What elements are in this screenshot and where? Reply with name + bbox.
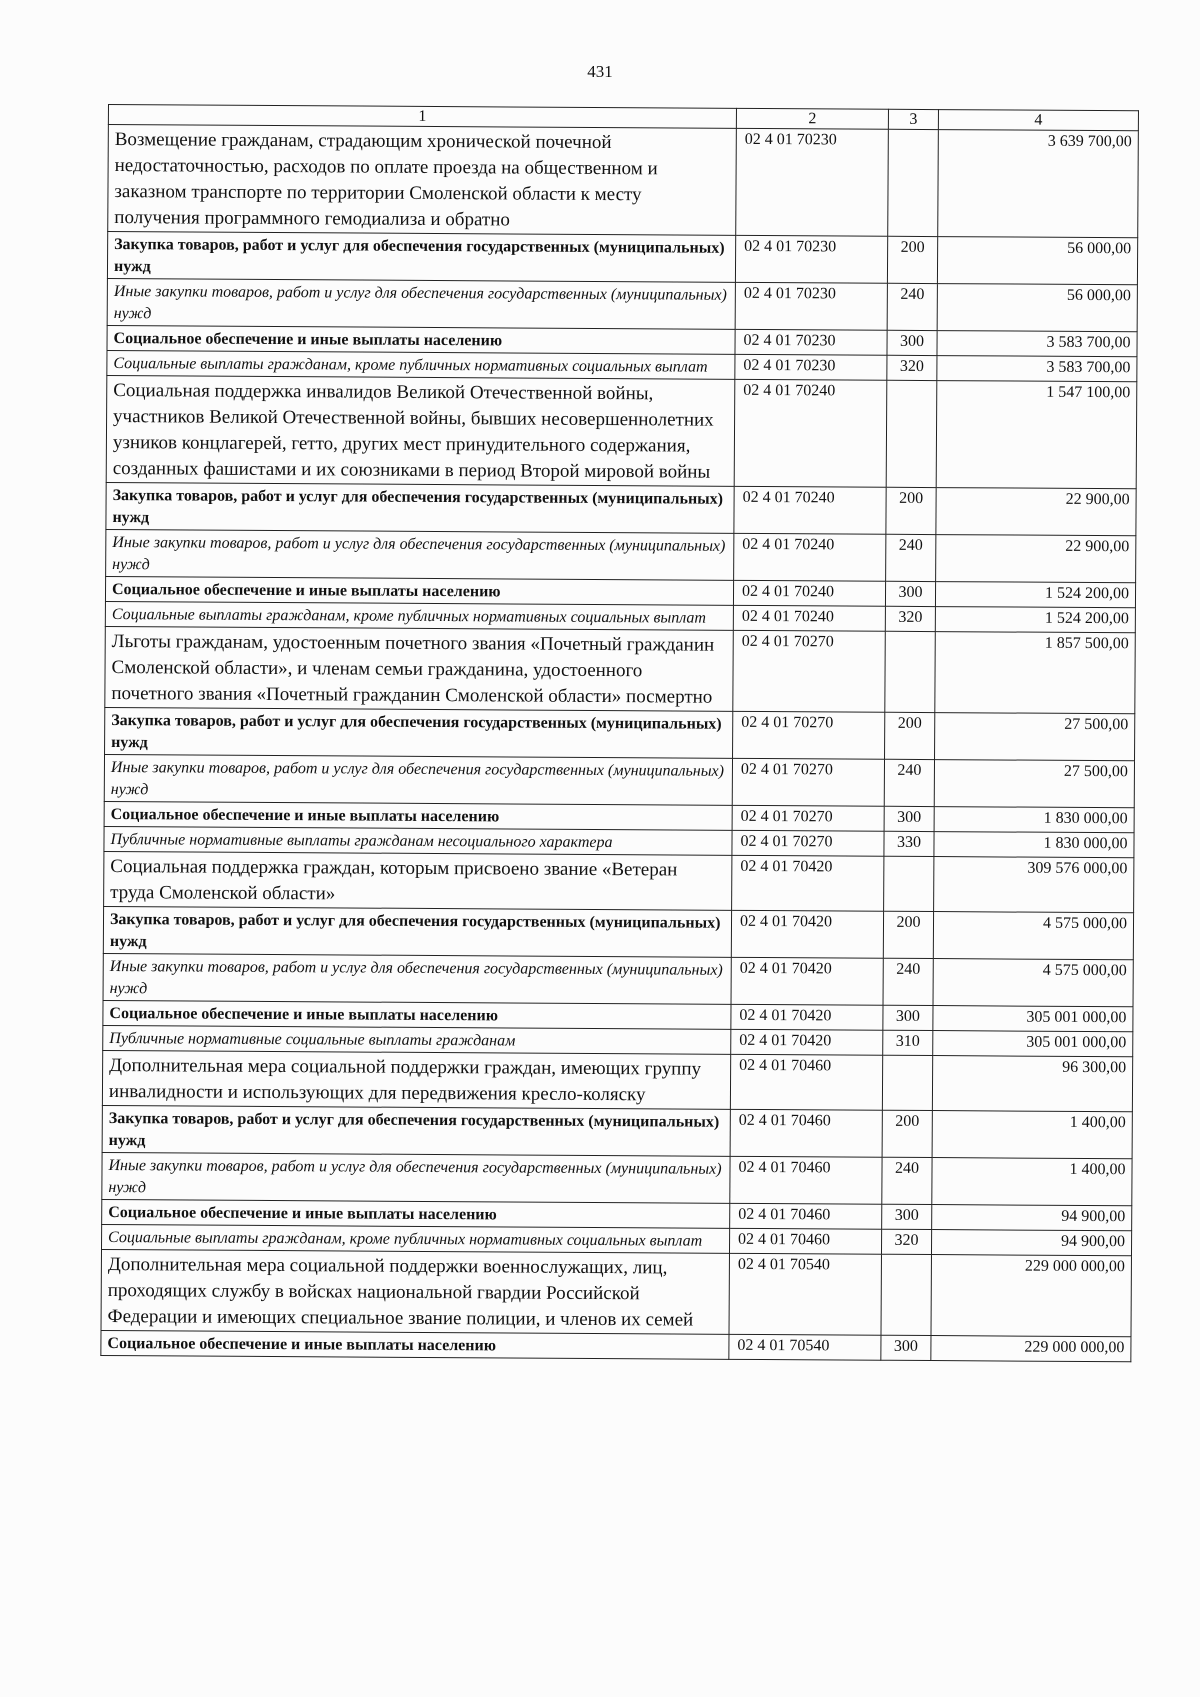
- row-expense-type: [882, 1055, 932, 1110]
- row-amount: 96 300,00: [932, 1056, 1132, 1112]
- row-code: 02 4 01 70540: [729, 1253, 881, 1335]
- row-name: Социальная поддержка граждан, которым присвоено звание «Ветеран труда Смоленской области»: [104, 851, 732, 910]
- header-col-2: 2: [736, 108, 888, 129]
- row-expense-type: 200: [887, 236, 937, 283]
- row-amount: 4 575 000,00: [933, 912, 1133, 960]
- page-number: 431: [587, 62, 613, 81]
- row-name: Социальное обеспечение и иные выплаты населению: [104, 801, 732, 830]
- row-amount: 305 001 000,00: [933, 1031, 1133, 1057]
- row-code: 02 4 01 70230: [735, 329, 887, 355]
- budget-table-frame: [100, 104, 1138, 1362]
- row-expense-type: 320: [887, 355, 937, 380]
- row-expense-type: 300: [884, 806, 934, 831]
- header-col-4: 4: [938, 110, 1138, 131]
- row-amount: 229 000 000,00: [931, 1336, 1131, 1362]
- row-name: Социальные выплаты гражданам, кроме публичных нормативных социальных выплат: [107, 350, 735, 379]
- row-name: Возмещение гражданам, страдающим хронической почечной недостаточностью, расходов по оплате проезда на общественном и заказном транспорте по территории Смоленской области к месту получения программного гемодиализа и обратно: [108, 125, 737, 236]
- row-code: 02 4 01 70230: [735, 282, 887, 330]
- row-expense-type: 240: [884, 759, 934, 806]
- row-name: Социальное обеспечение и иные выплаты населению: [102, 1199, 730, 1228]
- row-name: Социальное обеспечение и иные выплаты населению: [101, 1330, 729, 1359]
- table-row: [106, 482, 1136, 535]
- row-name: Закупка товаров, работ и услуг для обеспечения государственных (муниципальных) нужд: [103, 906, 731, 957]
- row-name: Социальное обеспечение и иные выплаты населению: [103, 1000, 731, 1029]
- header-col-1: 1: [108, 105, 736, 129]
- row-amount: 3 639 700,00: [938, 130, 1139, 238]
- row-code: 02 4 01 70270: [733, 711, 885, 759]
- row-amount: 229 000 000,00: [931, 1255, 1131, 1337]
- row-amount: 1 830 000,00: [934, 832, 1134, 858]
- row-name: Социальное обеспечение и иные выплаты населению: [107, 325, 735, 354]
- row-amount: 1 857 500,00: [935, 632, 1135, 714]
- row-amount: 3 583 700,00: [937, 331, 1137, 357]
- row-expense-type: 240: [883, 958, 933, 1005]
- row-amount: 22 900,00: [936, 488, 1136, 536]
- row-name: Иные закупки товаров, работ и услуг для обеспечения государственных (муниципальных) нужд: [102, 1152, 730, 1203]
- table-row: [106, 529, 1136, 582]
- row-code: 02 4 01 70270: [733, 630, 885, 712]
- row-name: Социальное обеспечение и иные выплаты населению: [105, 576, 733, 605]
- row-expense-type: 300: [887, 330, 937, 355]
- row-amount: 27 500,00: [934, 760, 1134, 808]
- row-amount: 4 575 000,00: [933, 959, 1133, 1007]
- row-name: Дополнительная мера социальной поддержки граждан, имеющих группу инвалидности и использующих для передвижения кресло-коляску: [102, 1050, 730, 1109]
- table-row: [102, 1105, 1132, 1158]
- row-expense-type: 310: [883, 1030, 933, 1055]
- table-row: [104, 754, 1134, 807]
- row-code: 02 4 01 70460: [729, 1228, 881, 1254]
- row-expense-type: 320: [885, 606, 935, 631]
- row-code: 02 4 01 70240: [734, 379, 887, 487]
- table-row: [101, 1249, 1131, 1336]
- row-amount: 94 900,00: [932, 1205, 1132, 1231]
- row-expense-type: 200: [885, 712, 935, 759]
- row-code: 02 4 01 70270: [732, 830, 884, 856]
- row-amount: 1 547 100,00: [936, 381, 1137, 489]
- row-code: 02 4 01 70460: [730, 1203, 882, 1229]
- table-row: [106, 375, 1137, 488]
- row-name: Иные закупки товаров, работ и услуг для обеспечения государственных (муниципальных) нужд: [104, 754, 732, 805]
- row-expense-type: 200: [883, 911, 933, 958]
- row-name: Закупка товаров, работ и услуг для обеспечения государственных (муниципальных) нужд: [102, 1105, 730, 1156]
- row-code: 02 4 01 70540: [729, 1334, 881, 1360]
- row-amount: 22 900,00: [936, 535, 1136, 583]
- row-amount: 1 830 000,00: [934, 807, 1134, 833]
- row-name: Публичные нормативные социальные выплаты гражданам: [103, 1025, 731, 1054]
- table-row: [102, 1152, 1132, 1205]
- table-row: [101, 1330, 1131, 1361]
- row-expense-type: 300: [885, 581, 935, 606]
- row-expense-type: [885, 631, 935, 712]
- row-name: Закупка товаров, работ и услуг для обеспечения государственных (муниципальных) нужд: [107, 232, 735, 283]
- row-expense-type: 320: [881, 1229, 931, 1254]
- row-amount: 3 583 700,00: [937, 356, 1137, 382]
- row-expense-type: 200: [886, 487, 936, 534]
- row-name: Социальные выплаты гражданам, кроме публичных нормативных социальных выплат: [105, 601, 733, 630]
- table-row: [103, 906, 1133, 959]
- row-code: 02 4 01 70460: [730, 1054, 882, 1110]
- row-amount: 56 000,00: [937, 284, 1137, 332]
- row-expense-type: 300: [882, 1204, 932, 1229]
- row-amount: 309 576 000,00: [934, 857, 1134, 913]
- table-row: [107, 278, 1137, 331]
- header-col-3: 3: [888, 109, 938, 129]
- row-amount: 1 524 200,00: [935, 582, 1135, 608]
- row-amount: 94 900,00: [931, 1230, 1131, 1256]
- row-code: 02 4 01 70240: [734, 533, 886, 581]
- row-name: Закупка товаров, работ и услуг для обеспечения государственных (муниципальных) нужд: [105, 707, 733, 758]
- row-code: 02 4 01 70420: [732, 855, 884, 911]
- table-row: [108, 125, 1139, 238]
- row-expense-type: 300: [883, 1005, 933, 1030]
- row-name: Иные закупки товаров, работ и услуг для обеспечения государственных (муниципальных) нужд: [107, 278, 735, 329]
- row-name: Закупка товаров, работ и услуг для обеспечения государственных (муниципальных) нужд: [106, 482, 734, 533]
- table-row: [102, 1050, 1132, 1111]
- row-expense-type: [888, 129, 939, 236]
- row-expense-type: [881, 1254, 931, 1335]
- row-code: 02 4 01 70240: [733, 605, 885, 631]
- row-code: 02 4 01 70230: [735, 235, 887, 283]
- row-amount: 27 500,00: [935, 713, 1135, 761]
- row-name: Иные закупки товаров, работ и услуг для обеспечения государственных (муниципальных) нужд: [106, 529, 734, 580]
- row-name: Социальная поддержка инвалидов Великой Отечественной войны, участников Великой Отечественной войны, бывших несовершеннолетних узников концлагерей, гетто, других мест принудительного содержания, созданных фашистами и их союзниками в период Второй мировой войны: [106, 375, 735, 486]
- table-row: [103, 953, 1133, 1006]
- row-name: Публичные нормативные выплаты гражданам несоциального характера: [104, 826, 732, 855]
- row-amount: 1 400,00: [932, 1111, 1132, 1159]
- table-row: [107, 232, 1137, 285]
- row-expense-type: 300: [881, 1335, 931, 1360]
- row-expense-type: 240: [882, 1157, 932, 1204]
- row-code: 02 4 01 70230: [735, 354, 887, 380]
- row-code: 02 4 01 70420: [731, 1029, 883, 1055]
- row-code: 02 4 01 70460: [730, 1109, 882, 1157]
- row-expense-type: 200: [882, 1110, 932, 1157]
- row-name: Дополнительная мера социальной поддержки военнослужащих, лиц, проходящих службу в войсках национальной гвардии Российской Федерации и имеющих специальное звание полиции, и членов их семей: [101, 1249, 729, 1334]
- table-body: [101, 125, 1139, 1362]
- row-expense-type: [884, 856, 934, 911]
- row-code: 02 4 01 70240: [734, 486, 886, 534]
- row-code: 02 4 01 70420: [731, 910, 883, 958]
- row-code: 02 4 01 70420: [731, 1004, 883, 1030]
- row-amount: 56 000,00: [937, 237, 1137, 285]
- row-code: 02 4 01 70240: [733, 580, 885, 606]
- row-expense-type: 240: [887, 283, 937, 330]
- row-code: 02 4 01 70270: [732, 758, 884, 806]
- row-amount: 1 400,00: [932, 1158, 1132, 1206]
- row-expense-type: 240: [886, 534, 936, 581]
- row-expense-type: [886, 380, 937, 487]
- row-name: Льготы гражданам, удостоенным почетного звания «Почетный гражданин Смоленской области», и членам семьи гражданина, удостоенного почетного звания «Почетный гражданин Смоленской области» посмертно: [105, 626, 733, 711]
- row-code: 02 4 01 70420: [731, 957, 883, 1005]
- row-name: Иные закупки товаров, работ и услуг для обеспечения государственных (муниципальных) нужд: [103, 953, 731, 1004]
- row-amount: 305 001 000,00: [933, 1006, 1133, 1032]
- table-row: [105, 707, 1135, 760]
- table-row: [104, 851, 1134, 912]
- row-code: 02 4 01 70270: [732, 805, 884, 831]
- row-expense-type: 330: [884, 831, 934, 856]
- row-code: 02 4 01 70230: [736, 128, 889, 236]
- row-code: 02 4 01 70460: [730, 1156, 882, 1204]
- row-name: Социальные выплаты гражданам, кроме публичных нормативных социальных выплат: [102, 1224, 730, 1253]
- table-row: [105, 626, 1135, 713]
- row-amount: 1 524 200,00: [935, 607, 1135, 633]
- budget-table: [100, 104, 1139, 1362]
